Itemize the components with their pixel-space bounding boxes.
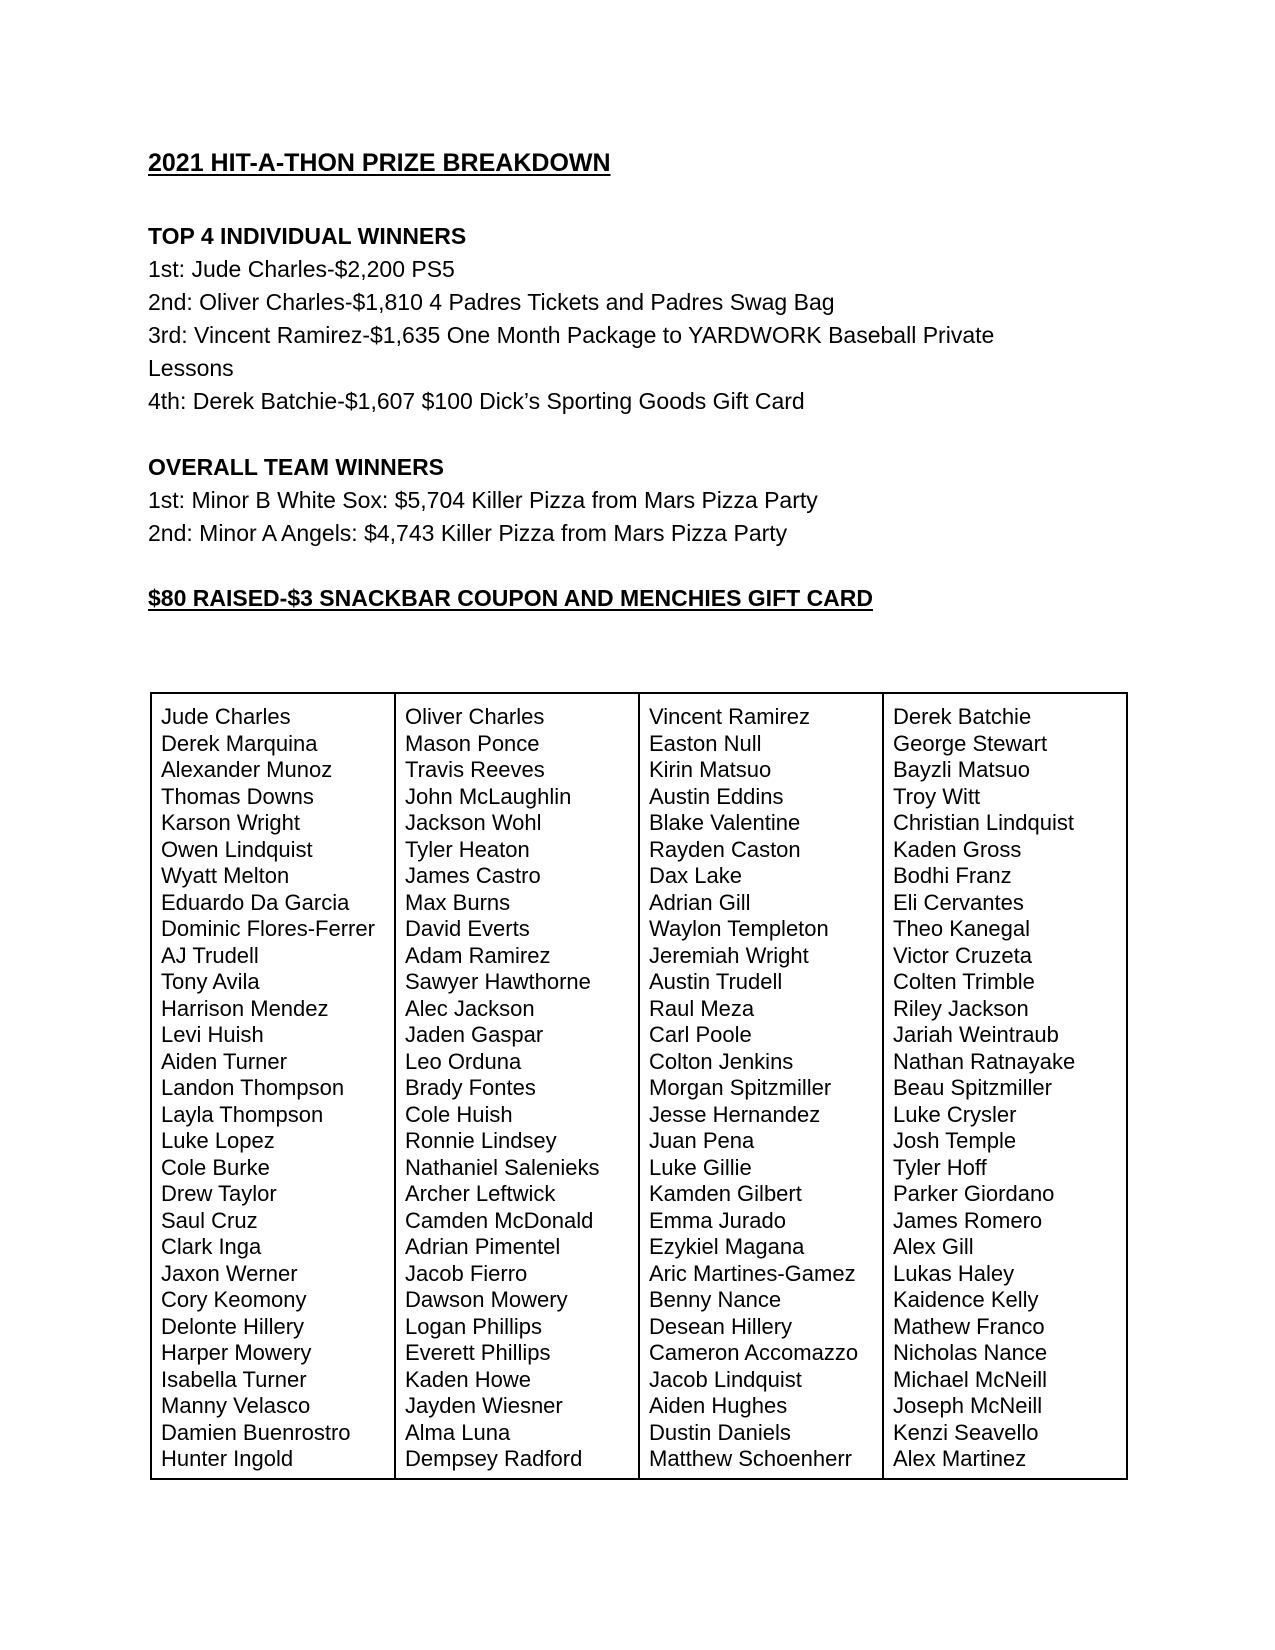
participant-name: Rayden Caston	[649, 836, 801, 862]
document-body	[148, 146, 1128, 615]
participants-column-4	[883, 693, 1127, 1479]
participant-name: Josh Temple	[893, 1128, 1017, 1153]
participant-name: Hunter Ingold	[161, 1446, 294, 1471]
participant-name: Luke Gillie	[649, 1154, 752, 1180]
participant-name: Jaden Gaspar	[405, 1022, 544, 1047]
participants-column-2	[395, 693, 639, 1479]
participant-name: Victor Cruzeta	[893, 942, 1032, 968]
participant-name: Oliver Charles	[405, 704, 545, 729]
participant-name: Layla Thompson	[161, 1101, 324, 1127]
individual-winner-line: 2nd: Oliver Charles-$1,810 4 Padres Tickets and Padres Swag Bag	[148, 289, 835, 315]
participant-name: Jackson Wohl	[405, 810, 542, 835]
participant-name: Cole Burke	[161, 1154, 270, 1180]
participant-name: George Stewart	[893, 730, 1048, 756]
participant-name: Bodhi Franz	[893, 863, 1012, 888]
participant-name: Alexander Munoz	[161, 757, 333, 782]
participant-name: Christian Lindquist	[893, 810, 1074, 835]
participant-name: Emma Jurado	[649, 1207, 786, 1233]
participant-name: Joseph McNeill	[893, 1393, 1043, 1418]
participant-name: Harrison Mendez	[161, 995, 329, 1021]
participant-name: Austin Eddins	[649, 783, 784, 809]
name-list	[161, 704, 394, 1473]
participant-name: Dominic Flores-Ferrer	[161, 916, 375, 941]
participant-name: Austin Trudell	[649, 969, 783, 994]
participant-name: Manny Velasco	[161, 1393, 311, 1418]
participant-name: Harper Mowery	[161, 1340, 312, 1365]
participant-name: Tony Avila	[161, 969, 260, 994]
participant-name: Alec Jackson	[405, 995, 535, 1021]
participant-name: AJ Trudell	[161, 942, 259, 968]
participant-name: Tyler Hoff	[893, 1154, 987, 1180]
participant-name: Ronnie Lindsey	[405, 1128, 557, 1153]
participant-name: Damien Buenrostro	[161, 1419, 351, 1445]
participant-name: Desean Hillery	[649, 1313, 793, 1339]
participant-name: Jaxon Werner	[161, 1260, 298, 1286]
participant-name: Eli Cervantes	[893, 889, 1024, 915]
participant-name: Lukas Haley	[893, 1260, 1015, 1286]
participant-name: Jeremiah Wright	[649, 942, 809, 968]
participant-name: Dustin Daniels	[649, 1419, 791, 1445]
participant-name: Easton Null	[649, 730, 762, 756]
participant-name: Isabella Turner	[161, 1366, 307, 1392]
team-winners-section	[148, 451, 1128, 550]
participant-name: Karson Wright	[161, 810, 300, 835]
individual-winners-heading: TOP 4 INDIVIDUAL WINNERS	[148, 223, 467, 249]
snackbar-section	[148, 582, 1128, 615]
participant-name: Jude Charles	[161, 704, 291, 729]
participant-name: Ezykiel Magana	[649, 1234, 805, 1259]
participant-name: Jesse Hernandez	[649, 1101, 821, 1127]
participant-name: Leo Orduna	[405, 1048, 522, 1074]
individual-winners-section	[148, 220, 1128, 418]
participant-name: Clark Inga	[161, 1234, 262, 1259]
participant-name: Parker Giordano	[893, 1181, 1055, 1206]
participant-name: David Everts	[405, 916, 530, 941]
participant-name: Wyatt Melton	[161, 863, 290, 888]
participant-name: Juan Pena	[649, 1128, 755, 1153]
document-title: 2021 HIT-A-THON PRIZE BREAKDOWN	[148, 149, 611, 177]
participant-name: Max Burns	[405, 889, 511, 915]
participant-name: Levi Huish	[161, 1022, 264, 1047]
name-list	[649, 704, 882, 1473]
participant-name: Mathew Franco	[893, 1313, 1045, 1339]
participant-name: Delonte Hillery	[161, 1313, 305, 1339]
participant-name: Dempsey Radford	[405, 1446, 583, 1471]
participant-name: Archer Leftwick	[405, 1181, 556, 1206]
participant-name: Thomas Downs	[161, 783, 314, 809]
participant-name: Everett Phillips	[405, 1340, 551, 1365]
participant-name: James Castro	[405, 863, 541, 888]
participant-name: Derek Marquina	[161, 730, 318, 756]
participant-name: Nathan Ratnayake	[893, 1048, 1076, 1074]
name-list	[893, 704, 1126, 1473]
participant-name: Derek Batchie	[893, 704, 1032, 729]
participant-name: Benny Nance	[649, 1287, 782, 1312]
participant-name: Owen Lindquist	[161, 836, 313, 862]
team-winner-line: 1st: Minor B White Sox: $5,704 Killer Pizza from Mars Pizza Party	[148, 487, 818, 513]
participant-name: Cameron Accomazzo	[649, 1340, 859, 1365]
participant-name: Drew Taylor	[161, 1181, 277, 1206]
participant-name: Aric Martines-Gamez	[649, 1260, 856, 1286]
participant-name: Cory Keomony	[161, 1287, 307, 1312]
participant-name: Alex Martinez	[893, 1446, 1027, 1471]
participant-name: Adrian Gill	[649, 889, 751, 915]
team-winner-line: 2nd: Minor A Angels: $4,743 Killer Pizza from Mars Pizza Party	[148, 520, 788, 546]
participant-name: Luke Crysler	[893, 1101, 1017, 1127]
participant-name: Vincent Ramirez	[649, 704, 810, 729]
participant-name: Brady Fontes	[405, 1075, 536, 1100]
participant-name: Dawson Mowery	[405, 1287, 568, 1312]
participant-name: Aiden Hughes	[649, 1393, 788, 1418]
participant-name: Colten Trimble	[893, 969, 1035, 994]
name-list	[405, 704, 638, 1473]
participant-name: Adam Ramirez	[405, 942, 551, 968]
participant-name: Logan Phillips	[405, 1313, 542, 1339]
participant-name: Kaden Gross	[893, 836, 1022, 862]
participants-column-1	[151, 693, 395, 1479]
participant-name: Carl Poole	[649, 1022, 752, 1047]
participant-name: Dax Lake	[649, 863, 742, 888]
participant-name: Blake Valentine	[649, 810, 801, 835]
participant-name: Camden McDonald	[405, 1207, 594, 1233]
participant-name: Cole Huish	[405, 1101, 513, 1127]
participant-name: Travis Reeves	[405, 757, 545, 782]
participant-name: Jacob Fierro	[405, 1260, 528, 1286]
participant-name: Bayzli Matsuo	[893, 757, 1030, 782]
participant-name: Jayden Wiesner	[405, 1393, 563, 1418]
participant-name: Alma Luna	[405, 1419, 511, 1445]
participants-table	[150, 692, 1128, 1480]
participant-name: Theo Kanegal	[893, 916, 1030, 941]
participant-name: Nathaniel Salenieks	[405, 1154, 600, 1180]
participant-name: Matthew Schoenherr	[649, 1446, 852, 1471]
participant-name: Alex Gill	[893, 1234, 974, 1259]
individual-winner-line: 1st: Jude Charles-$2,200 PS5	[148, 256, 455, 282]
participant-name: James Romero	[893, 1207, 1043, 1233]
team-winners-heading: OVERALL TEAM WINNERS	[148, 454, 445, 480]
table-row	[151, 693, 1127, 1479]
participant-name: Kaden Howe	[405, 1366, 531, 1392]
participant-name: Landon Thompson	[161, 1075, 345, 1100]
snackbar-callout: $80 RAISED-$3 SNACKBAR COUPON AND MENCHIES GIFT CARD	[148, 585, 874, 611]
participant-name: Kaidence Kelly	[893, 1287, 1039, 1312]
participant-name: Beau Spitzmiller	[893, 1075, 1052, 1100]
participant-name: Eduardo Da Garcia	[161, 889, 350, 915]
participant-name: Waylon Templeton	[649, 916, 829, 941]
participant-name: Jacob Lindquist	[649, 1366, 802, 1392]
participant-name: Riley Jackson	[893, 995, 1029, 1021]
participant-name: Tyler Heaton	[405, 836, 530, 862]
participant-name: Luke Lopez	[161, 1128, 275, 1153]
participant-name: Sawyer Hawthorne	[405, 969, 591, 994]
participant-name: Aiden Turner	[161, 1048, 287, 1074]
participant-name: Morgan Spitzmiller	[649, 1075, 832, 1100]
participant-name: Jariah Weintraub	[893, 1022, 1059, 1047]
participant-name: Kamden Gilbert	[649, 1181, 802, 1206]
individual-winner-line: 3rd: Vincent Ramirez-$1,635 One Month Package to YARDWORK Baseball Private	[148, 322, 995, 348]
participant-name: Nicholas Nance	[893, 1340, 1048, 1365]
participant-name: Raul Meza	[649, 995, 755, 1021]
participant-name: Adrian Pimentel	[405, 1234, 561, 1259]
participant-name: Saul Cruz	[161, 1207, 258, 1233]
individual-winner-line: 4th: Derek Batchie-$1,607 $100 Dick’s Sporting Goods Gift Card	[148, 388, 805, 414]
participant-name: Kirin Matsuo	[649, 757, 772, 782]
participant-name: Troy Witt	[893, 783, 981, 809]
individual-winner-line: Lessons	[148, 355, 234, 381]
participant-name: John McLaughlin	[405, 783, 572, 809]
participant-name: Kenzi Seavello	[893, 1419, 1039, 1445]
participants-column-3	[639, 693, 883, 1479]
participant-name: Michael McNeill	[893, 1366, 1048, 1392]
participant-name: Mason Ponce	[405, 730, 540, 756]
participant-name: Colton Jenkins	[649, 1048, 794, 1074]
